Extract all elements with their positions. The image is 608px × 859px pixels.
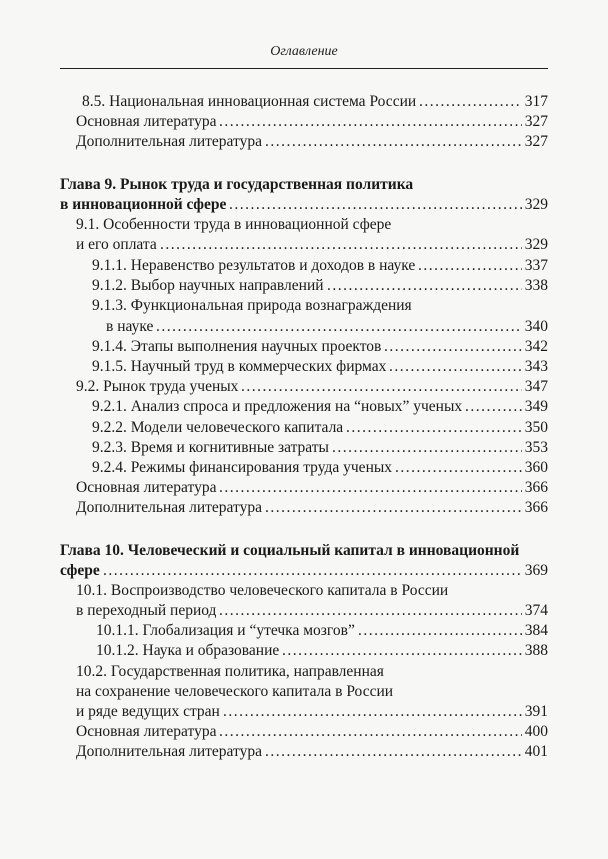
toc-entry-title: Глава 10. Человеческий и социальный капитал в инновационной [60, 542, 520, 559]
toc-entry[interactable] [0, 234, 548, 255]
toc-entry[interactable] [0, 131, 548, 152]
toc-entry-title: 9.2.2. Модели человеческого капитала [92, 419, 344, 436]
toc-entry-title: 8.5. Национальная инновационная система России [82, 93, 417, 110]
toc-page-number: 350 [524, 419, 548, 436]
dot-leader [418, 255, 522, 276]
dot-leader [223, 701, 522, 722]
toc-page-number: 388 [524, 642, 548, 659]
toc-entry-title: 9.1.5. Научный труд в коммерческих фирмах [92, 358, 387, 375]
toc-page-number: 384 [524, 622, 548, 639]
toc-entry[interactable] [0, 477, 548, 498]
toc-page-number: 349 [524, 398, 548, 415]
toc-entry[interactable] [0, 741, 548, 762]
dot-leader [160, 234, 522, 255]
toc-page-number: 340 [524, 318, 548, 335]
toc-entry-title: 9.2.1. Анализ спроса и предложения на “новых” ученых [92, 398, 463, 415]
dot-leader [384, 336, 522, 357]
toc-entry-title: 9.1.4. Этапы выполнения научных проектов [92, 338, 382, 355]
toc-page-number: 347 [524, 378, 548, 395]
toc-entry-title: 9.2.4. Режимы финансирования труда ученых [92, 459, 393, 476]
toc-entry[interactable] [0, 681, 548, 702]
dot-leader [265, 131, 522, 152]
toc-entry[interactable] [0, 396, 548, 417]
dot-leader [358, 620, 522, 641]
toc-entry[interactable] [0, 275, 548, 296]
dot-leader [156, 316, 522, 337]
dot-leader [395, 457, 522, 478]
toc-entry[interactable] [0, 194, 548, 215]
toc-entry-title: в науке [106, 318, 154, 335]
toc-page-number: 343 [524, 358, 548, 375]
toc-chapter-heading[interactable] [0, 540, 548, 561]
toc-page-number: 317 [524, 93, 548, 110]
toc-entry-title: 10.1. Воспроизводство человеческого капитала в России [76, 582, 449, 599]
toc-entry[interactable] [0, 497, 548, 518]
toc-entry[interactable] [0, 336, 548, 357]
dot-leader [229, 194, 522, 215]
toc-entry-title: Основная литература [76, 479, 217, 496]
toc-entry[interactable] [0, 600, 548, 621]
toc-entry-title: 10.2. Государственная политика, направленная [76, 663, 384, 680]
toc-entry-title: Основная литература [76, 723, 217, 740]
toc-entry[interactable] [0, 214, 548, 235]
toc-entry[interactable] [0, 721, 548, 742]
toc-page-number: 360 [524, 459, 548, 476]
toc-entry-title: Дополнительная литература [76, 743, 262, 760]
toc-page-number: 338 [524, 277, 548, 294]
dot-leader [241, 376, 522, 397]
toc-entry[interactable] [0, 437, 548, 458]
toc-entry-title: 10.1.1. Глобализация и “утечка мозгов” [96, 622, 355, 639]
toc-entry[interactable] [0, 91, 548, 112]
toc-entry-title: 9.2.3. Время и когнитивные затраты [92, 439, 329, 456]
toc-entry[interactable] [0, 295, 548, 316]
toc-entry[interactable] [0, 255, 548, 276]
toc-entry-title: и ряде ведущих стран [76, 703, 220, 720]
dot-leader [419, 91, 522, 112]
dot-leader [327, 275, 522, 296]
toc-page-number: 327 [524, 113, 548, 130]
dot-leader [282, 640, 522, 661]
dot-leader [219, 477, 522, 498]
dot-leader [465, 396, 522, 417]
toc-entry[interactable] [0, 701, 548, 722]
toc-entry-title: Дополнительная литература [76, 499, 262, 516]
toc-page-number: 391 [524, 703, 548, 720]
dot-leader [219, 111, 522, 132]
dot-leader [389, 356, 522, 377]
dot-leader [219, 721, 522, 742]
toc-entry[interactable] [0, 457, 548, 478]
toc-entry[interactable] [0, 580, 548, 601]
toc-entry[interactable] [0, 417, 548, 438]
toc-page-number: 374 [524, 602, 548, 619]
toc-chapter-heading[interactable] [0, 174, 548, 195]
toc-page-number: 342 [524, 338, 548, 355]
toc-entry-title: 9.1. Особенности труда в инновационной сфере [76, 216, 392, 233]
toc-page-number: 366 [524, 479, 548, 496]
toc-entry-title: Глава 9. Рынок труда и государственная политика [60, 176, 414, 193]
toc-entry[interactable] [0, 620, 548, 641]
toc-entry[interactable] [0, 111, 548, 132]
toc-page-number: 329 [524, 196, 548, 213]
dot-leader [219, 600, 522, 621]
toc-entry-title: 9.1.3. Функциональная природа вознаграждения [92, 297, 412, 314]
toc-entry-title: 9.2. Рынок труда ученых [76, 378, 239, 395]
toc-entry-title: сфере [60, 562, 100, 579]
toc-page-number: 400 [524, 723, 548, 740]
toc-entry-title: 10.1.2. Наука и образование [96, 642, 280, 659]
toc-page-number: 353 [524, 439, 548, 456]
toc-entry[interactable] [0, 640, 548, 661]
toc-page-number: 327 [524, 133, 548, 150]
toc-entry-title: 9.1.2. Выбор научных направлений [92, 277, 324, 294]
dot-leader [346, 417, 522, 438]
toc-page-number: 337 [524, 257, 548, 274]
toc-entry-title: 9.1.1. Неравенство результатов и доходов в науке [92, 257, 416, 274]
toc-entry-title: Дополнительная литература [76, 133, 262, 150]
dot-leader [265, 741, 522, 762]
toc-entry[interactable] [0, 316, 548, 337]
toc-entry[interactable] [0, 661, 548, 682]
running-header: Оглавление [270, 44, 338, 59]
toc-entry[interactable] [0, 356, 548, 377]
toc-entry-title: Основная литература [76, 113, 217, 130]
toc-page-number: 369 [524, 562, 548, 579]
toc-page-number: 329 [524, 236, 548, 253]
header-rule [60, 68, 548, 69]
toc-page-number: 401 [524, 743, 548, 760]
dot-leader [103, 560, 522, 581]
toc-entry[interactable] [0, 376, 548, 397]
toc-entry-title: в переходный период [76, 602, 217, 619]
toc-entry[interactable] [0, 560, 548, 581]
toc-entry-title: на сохранение человеческого капитала в России [76, 683, 394, 700]
dot-leader [265, 497, 522, 518]
toc-entry-title: в инновационной сфере [60, 196, 227, 213]
toc-page-number: 366 [524, 499, 548, 516]
toc-entry-title: и его оплата [76, 236, 157, 253]
dot-leader [332, 437, 522, 458]
